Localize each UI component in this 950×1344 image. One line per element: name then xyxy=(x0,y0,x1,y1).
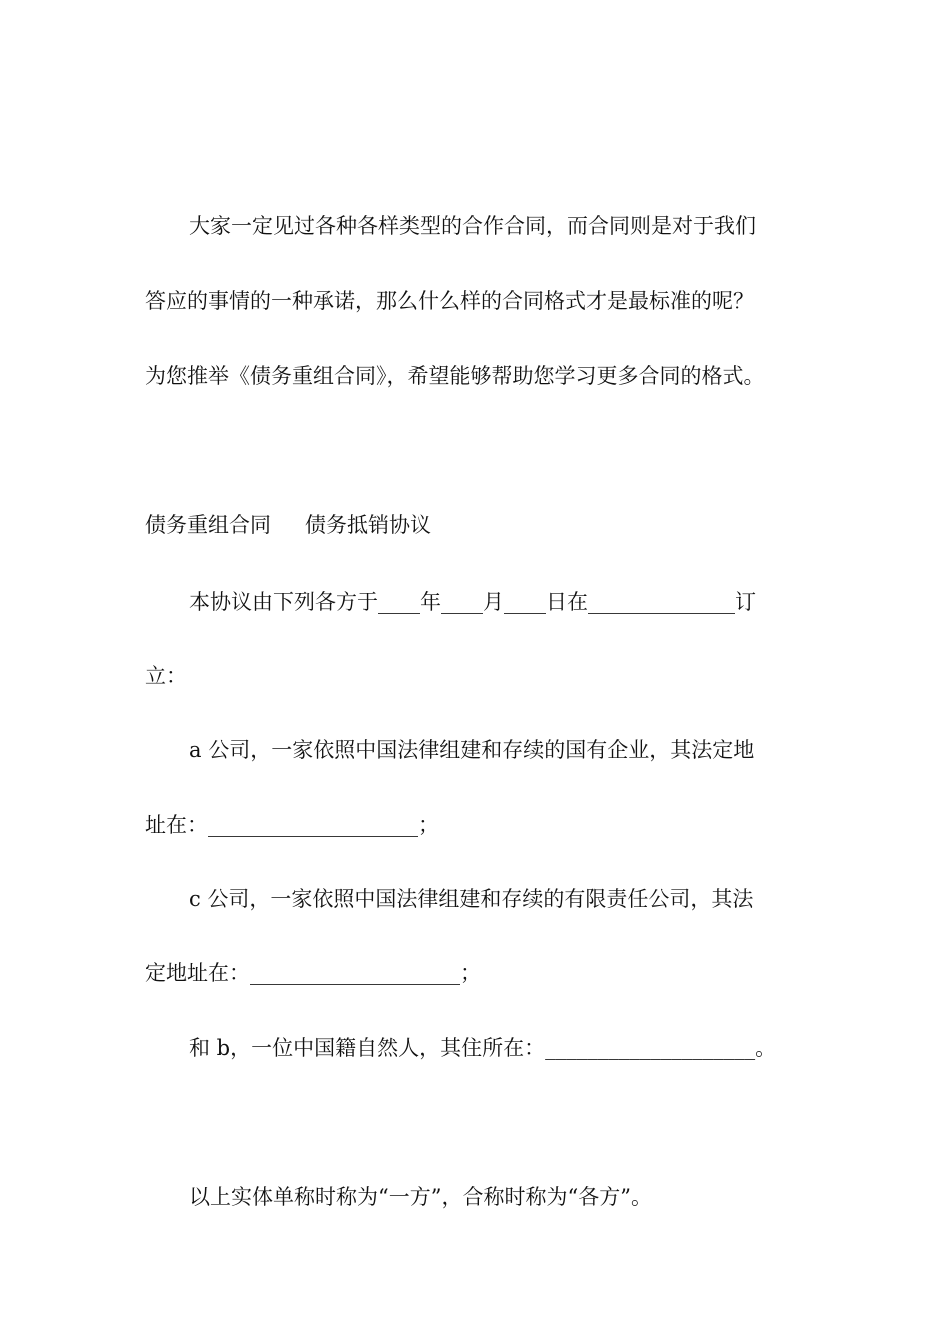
agreement-date-line-cont: 立： xyxy=(145,664,187,688)
intro-line-3: 为您推举《债务重组合同》，希望能够帮助您学习更多合同的格式。 xyxy=(145,364,765,388)
agreement-date-line: 本协议由下列各方于____年____月____日在______________订 xyxy=(189,590,756,614)
party-a-address-line: 址在：____________________； xyxy=(145,813,439,837)
intro-line-1: 大家一定见过各种各样类型的合作合同，而合同则是对于我们 xyxy=(189,214,756,238)
heading-subtitle: 债务抵销协议 xyxy=(305,513,431,537)
document-heading xyxy=(145,510,431,540)
party-b-line: 和 b，一位中国籍自然人，其住所在：____________________。 xyxy=(189,1036,777,1060)
intro-line-2: 答应的事情的一种承诺，那么什么样的合同格式才是最标准的呢？ xyxy=(145,289,754,313)
party-c-address-line: 定地址在：____________________； xyxy=(145,961,481,985)
parties-definition-line: 以上实体单称时称为“一方”，合称时称为“各方”。 xyxy=(189,1185,652,1209)
party-c-line: c 公司，一家依照中国法律组建和存续的有限责任公司，其法 xyxy=(189,887,754,911)
party-a-line: a 公司，一家依照中国法律组建和存续的国有企业，其法定地 xyxy=(189,738,755,762)
heading-title: 债务重组合同 xyxy=(145,513,271,537)
